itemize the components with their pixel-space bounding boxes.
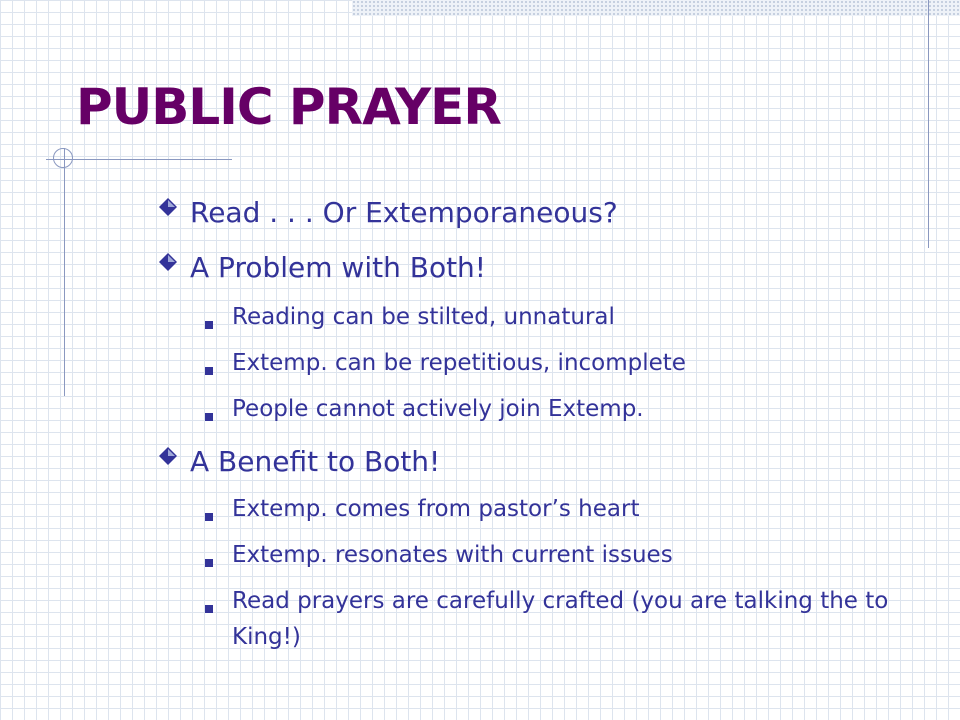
crosshair-circle-icon — [53, 148, 73, 168]
diamond-bullet-icon — [159, 253, 177, 271]
slide-title: PUBLIC PRAYER — [76, 78, 501, 136]
square-bullet-icon — [205, 413, 213, 421]
square-bullet-icon — [205, 367, 213, 375]
square-bullet-icon — [205, 559, 213, 567]
sub-bullet-extemp-repetitious: Extemp. can be repetitious, incomplete — [232, 350, 686, 376]
square-bullet-icon — [205, 321, 213, 329]
sub-bullet-extemp-pastors-heart: Extemp. comes from pastor’s heart — [232, 496, 640, 522]
bullet-benefit-to-both: A Benefit to Both! — [190, 445, 441, 478]
diamond-bullet-icon — [159, 198, 177, 216]
decorative-vertical-line-right — [928, 0, 929, 248]
bullet-problem-with-both: A Problem with Both! — [190, 251, 487, 284]
bullet-read-or-extemporaneous: Read . . . Or Extemporaneous? — [190, 196, 618, 229]
title-underline — [46, 159, 232, 160]
sub-bullet-read-prayers-crafted: Read prayers are carefully crafted (you are talking the to King!) — [232, 588, 889, 650]
decorative-top-band — [352, 0, 960, 16]
square-bullet-icon — [205, 513, 213, 521]
decorative-vertical-line-left — [64, 148, 65, 396]
sub-bullet-people-cannot-join: People cannot actively join Extemp. — [232, 396, 644, 422]
sub-bullet-extemp-current-issues: Extemp. resonates with current issues — [232, 542, 673, 568]
sub-bullet-reading-stilted: Reading can be stilted, unnatural — [232, 304, 615, 330]
diamond-bullet-icon — [159, 447, 177, 465]
square-bullet-icon — [205, 605, 213, 613]
